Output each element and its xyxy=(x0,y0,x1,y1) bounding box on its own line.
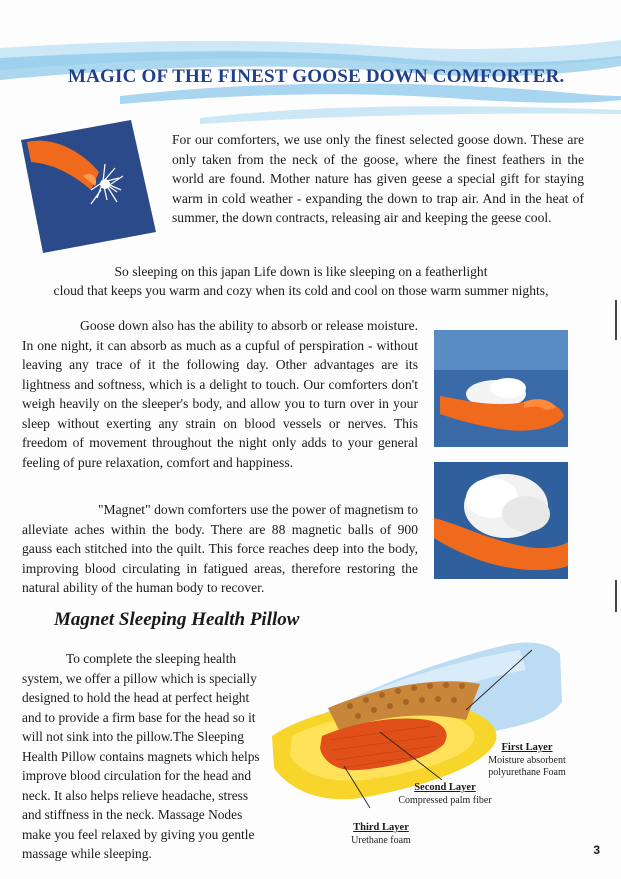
binding-mark-bottom xyxy=(615,580,617,612)
first-layer-desc-2: polyurethane Foam xyxy=(488,767,566,778)
pillow-heading: Magnet Sleeping Health Pillow xyxy=(54,609,300,630)
page-title: MAGIC OF THE FINEST GOOSE DOWN COMFORTER. xyxy=(68,66,565,87)
intro-paragraph: For our comforters, we use only the finest selected goose down. These are only taken from the neck of the goose, where the finest feathers in the world are found. Mother nature has given geese a special gift for staying warm in cold weather - expanding the down to trap air. And in the heat of summer, the down contracts, releasing air and keeping the geese cool. xyxy=(172,132,584,225)
third-layer-title: Third Layer xyxy=(353,822,409,833)
goose-down-photo-2 xyxy=(434,330,568,447)
second-layer-label xyxy=(386,782,504,807)
moisture-paragraph: Goose down also has the ability to absorb or release moisture. In one night, it can absorb as much as a cupful of perspiration - without leaving any trace of it the following day. Other advantages are its lightness and softness, which is a delight to touch. Our comforters don't weigh heavily on the sleeper's body, and allow you to turn over in your sleep without exerting any strain on blood vessels or nerves. This freedom of movement throughout the night only adds to your general feeling of pure relaxation, comfort and happiness. xyxy=(22,318,418,470)
first-layer-title: First Layer xyxy=(501,742,553,753)
page-number: 3 xyxy=(593,843,600,857)
goose-down-photo-1 xyxy=(21,120,156,253)
magnet-paragraph: "Magnet" down comforters use the power of magnetism to alleviate aches within the body. There are 88 magnetic balls of 900 gauss each stitched into the quilt. This force reaches deep into the body, improving blood circulating in fatigued areas, therefore restoring the natural ability of the human body to recover. xyxy=(22,502,418,595)
pillow-paragraph: To complete the sleeping health system, we offer a pillow which is specially designed to hold the head at perfect height and to provide a firm base for the head so it will not sink into the pillow.The Sleeping Health Pillow contains magnets which helps improve blood circulation for the head and neck. It also helps relieve headache, stress and stiffness in the neck. Massage Nodes make you feel relaxed by giving you gentle massage while sleeping. xyxy=(22,651,260,861)
third-layer-desc: Urethane foam xyxy=(351,834,411,846)
sleeping-line-1: So sleeping on this japan Life down is like sleeping on a featherlight xyxy=(114,264,488,279)
sleeping-line-2: cloud that keeps you warm and cozy when its cold and cool on those warm summer nights, xyxy=(53,283,549,298)
binding-mark-top xyxy=(615,300,617,340)
goose-down-photo-3 xyxy=(434,462,568,579)
first-layer-label xyxy=(472,742,582,780)
second-layer-title: Second Layer xyxy=(414,782,476,793)
first-layer-desc-1: Moisture absorbent xyxy=(488,754,566,766)
second-layer-desc: Compressed palm fiber xyxy=(398,794,492,806)
third-layer-label xyxy=(326,822,436,847)
